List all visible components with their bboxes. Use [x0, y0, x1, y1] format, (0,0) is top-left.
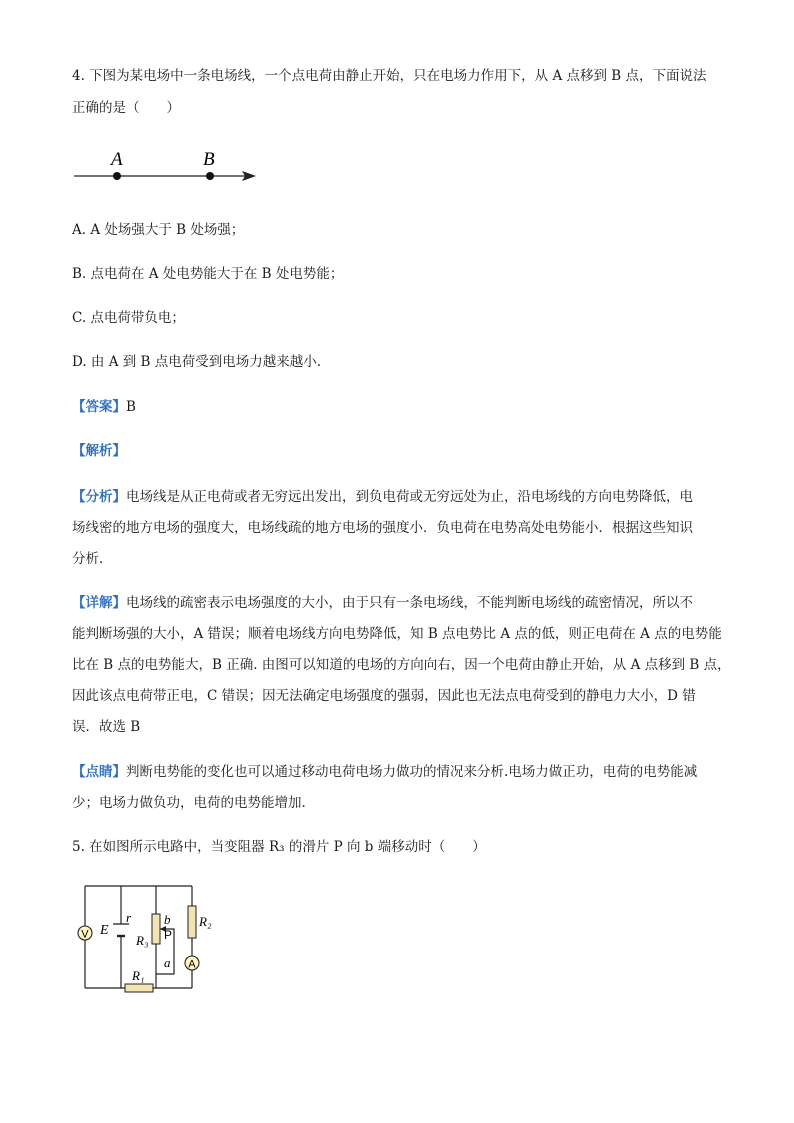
- end-a-label: a: [164, 955, 171, 970]
- answer-tag: 【答案】: [72, 399, 126, 415]
- r3-label: R₃: [136, 933, 149, 948]
- r2-resistor: [188, 906, 196, 938]
- q4-option-c: C. 点电荷带负电；: [72, 310, 185, 326]
- q4-option-a: A. A 处场强大于 B 处场强；: [72, 222, 245, 238]
- fenxi-line3: 分析．: [72, 551, 113, 567]
- r3-resistor: [152, 914, 160, 944]
- q4-option-d: D. 由 A 到 B 点电荷受到电场力越来越小.: [72, 354, 322, 370]
- fenxi-text-1: 电场线是从正电荷或者无穷远出发出，到负电荷或无穷远处为止，沿电场线的方向电势降低，电: [126, 489, 693, 505]
- r1-resistor: [125, 984, 153, 992]
- fenxi-tag: 【分析】: [72, 489, 126, 505]
- q4-stem-line2: 正确的是（ ）: [72, 100, 180, 116]
- q5-stem: 5. 在如图所示电路中，当变阻器 R₃ 的滑片 P 向 b 端移动时（ ）: [72, 839, 486, 855]
- xiangjie-tag: 【详解】: [72, 595, 126, 611]
- ammeter-label: A: [188, 958, 196, 971]
- field-line-figure: [70, 145, 265, 187]
- answer-value: B: [126, 399, 136, 415]
- r2-label: R₂: [199, 914, 212, 929]
- dianjing-line1: [72, 762, 697, 782]
- xiangjie-line3: 比在 B 点的电势能大，B 正确. 由图可以知道的电场的方向向右，因一个电荷由静止开始，从 A 点移到 B 点，: [72, 657, 731, 673]
- answer-row: [72, 397, 136, 417]
- end-b-label: b: [164, 912, 171, 927]
- point-b: [206, 172, 214, 180]
- xiangjie-text-1: 电场线的疏密表示电场强度的大小，由于只有一条电场线，不能判断电场线的疏密情况，所以不: [126, 595, 693, 611]
- fenxi-line2: 场线密的地方电场的强度大，电场线疏的地方电场的强度小．负电荷在电势高处电势能小．根据这些知识: [72, 520, 693, 536]
- internal-r-label: r: [126, 910, 132, 925]
- xiangjie-line1: [72, 593, 693, 613]
- slider-label: P: [164, 928, 173, 942]
- xiangjie-line5: 误．故选 B: [72, 719, 141, 735]
- dianjing-line2: 少；电场力做负功，电荷的电势能增加.: [72, 795, 306, 811]
- emf-label: E: [100, 923, 109, 938]
- xiangjie-line4: 因此该点电荷带正电，C 错误；因无法确定电场强度的强弱，因此也无法点电荷受到的静电力大小，D 错: [72, 688, 696, 704]
- label-b: B: [203, 149, 215, 170]
- analysis-tag: 【解析】: [72, 443, 126, 459]
- fenxi-line1: [72, 487, 693, 507]
- dianjing-tag: 【点睛】: [72, 764, 126, 780]
- label-a: A: [111, 149, 123, 170]
- voltmeter-label: V: [81, 928, 89, 941]
- dianjing-text-1: 判断电势能的变化也可以通过移动电荷电场力做功的情况来分析.电场力做正功，电荷的电势能减: [126, 764, 698, 780]
- circuit-diagram: [70, 878, 220, 998]
- point-a: [113, 172, 121, 180]
- q4-option-b: B. 点电荷在 A 处电势能大于在 B 处电势能；: [72, 266, 344, 282]
- r1-label: R₁: [132, 968, 145, 983]
- q4-stem-line1: 4. 下图为某电场中一条电场线，一个点电荷由静止开始，只在电场力作用下，从 A 点移到 B 点，下面说法: [72, 68, 707, 84]
- xiangjie-line2: 能判断场强的大小，A 错误；顺着电场线方向电势降低，知 B 点电势比 A 点的低，则正电荷在 A 点的电势能: [72, 626, 722, 642]
- analysis-row: [72, 441, 126, 461]
